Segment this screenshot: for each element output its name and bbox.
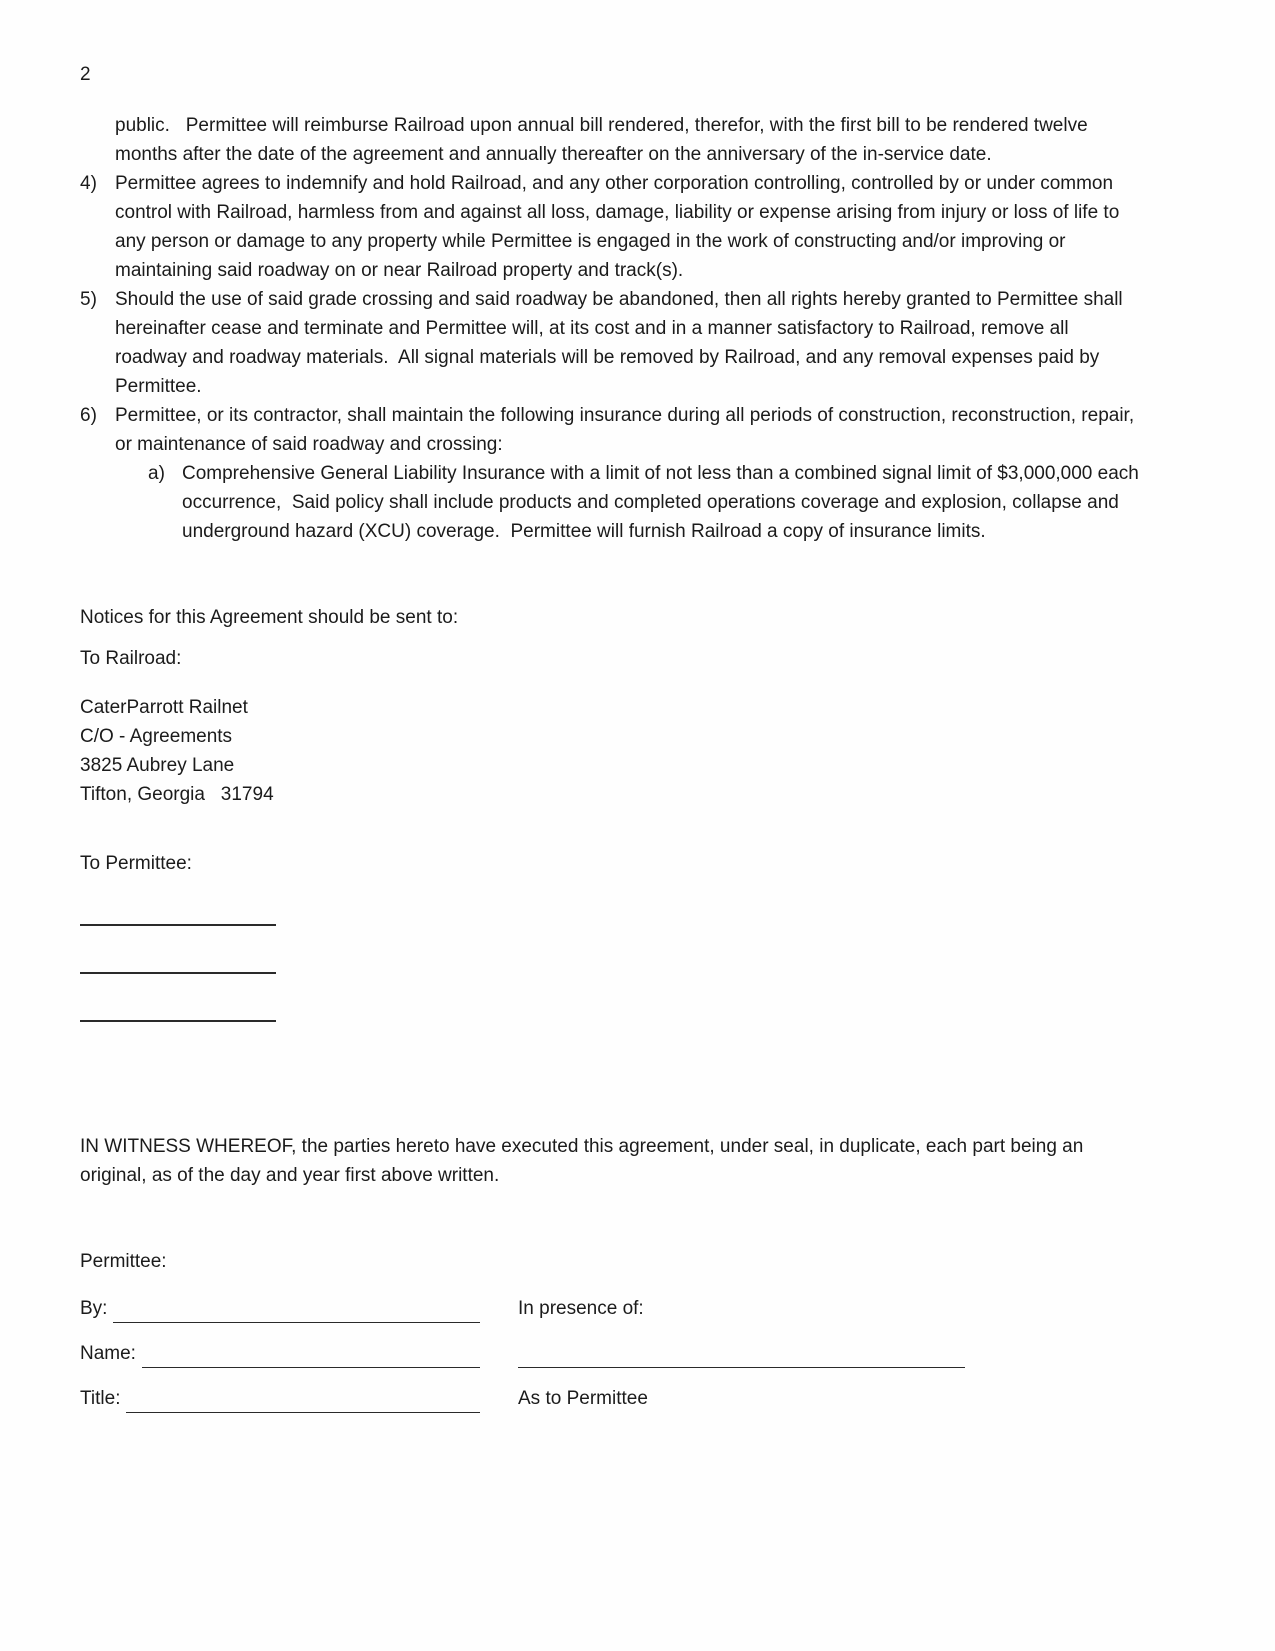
in-presence-cell xyxy=(518,1294,1145,1323)
by-label: By: xyxy=(80,1298,108,1319)
notices-intro: Notices for this Agreement should be sent to: xyxy=(80,607,459,628)
permittee-address-blank-line xyxy=(80,1020,276,1022)
clause-marker: 5) xyxy=(80,289,97,310)
name-field xyxy=(80,1339,480,1368)
signature-row-name xyxy=(80,1339,1145,1368)
witness-signature-line xyxy=(518,1344,965,1368)
title-signature-line xyxy=(126,1389,480,1413)
to-permittee-label: To Permittee: xyxy=(80,853,192,874)
agreement-clauses xyxy=(80,111,1145,546)
clause-item xyxy=(80,169,1145,285)
address-line: 3825 Aubrey Lane xyxy=(80,755,235,776)
clause-text: Should the use of said grade crossing and said roadway be abandoned, then all rights hereby granted to Permittee shall hereinafter cease and terminate and Permittee will, at its cost and in a manner satisfactory to Railroad, remove all roadway and roadway materials. All signal materials will be removed by Railroad, and any removal expenses paid by Permittee. xyxy=(115,289,1128,397)
clause-continuation: public. Permittee will reimburse Railroad upon annual bill rendered, therefor, with the first bill to be rendered twelve months after the date of the agreement and annually thereafter on the anniversary of the in-service date. xyxy=(115,115,1093,165)
clause-item xyxy=(80,401,1145,459)
witness-clause: IN WITNESS WHEREOF, the parties hereto have executed this agreement, under seal, in duplicate, each part being an original, as of the day and year first above written. xyxy=(80,1136,1089,1186)
title-label: Title: xyxy=(80,1388,121,1409)
permittee-label: Permittee: xyxy=(80,1251,167,1272)
signature-section xyxy=(80,1247,1145,1413)
address-line: Tifton, Georgia 31794 xyxy=(80,784,274,805)
as-to-permittee-cell xyxy=(518,1384,1145,1413)
clause-text: Permittee agrees to indemnify and hold Railroad, and any other corporation controlling, controlled by or under common control with Railroad, harmless from and against all loss, damage, liability or expense arising from injury or loss of life to any person or damage to any property while Permittee is engaged in the work of constructing and/or improving or maintaining said roadway on or near Railroad property and track(s). xyxy=(115,173,1125,281)
address-line: CaterParrott Railnet xyxy=(80,697,248,718)
clause-marker: 4) xyxy=(80,173,97,194)
signature-row-title xyxy=(80,1384,1145,1413)
name-label: Name: xyxy=(80,1343,136,1364)
clause-subtext: Comprehensive General Liability Insurance with a limit of not less than a combined signal limit of $3,000,000 each occurrence, Said policy shall include products and completed operations coverage and explosion, collapse and underground hazard (XCU) coverage. Permittee will furnish Railroad a copy of insurance limits. xyxy=(182,463,1145,542)
in-presence-label: In presence of: xyxy=(518,1298,644,1319)
railroad-address xyxy=(80,693,1145,809)
witness-signature-cell xyxy=(518,1344,1145,1368)
name-signature-line xyxy=(142,1344,480,1368)
clause-subitem xyxy=(80,459,1145,546)
title-field xyxy=(80,1384,480,1413)
by-field xyxy=(80,1294,480,1323)
clause-marker: 6) xyxy=(80,405,97,426)
to-railroad-label: To Railroad: xyxy=(80,648,182,669)
page-number: 2 xyxy=(80,64,91,85)
address-line: C/O - Agreements xyxy=(80,726,233,747)
permittee-address-blank-line xyxy=(80,972,276,974)
clause-text: Permittee, or its contractor, shall maintain the following insurance during all periods of construction, reconstruction, repair, or maintenance of said roadway and crossing: xyxy=(115,405,1140,455)
as-to-permittee-label: As to Permittee xyxy=(518,1388,648,1409)
permittee-address-blank-line xyxy=(80,924,276,926)
by-signature-line xyxy=(113,1299,480,1323)
clause-item xyxy=(80,285,1145,401)
clause-submarker: a) xyxy=(148,463,165,484)
signature-row-by xyxy=(80,1294,1145,1323)
